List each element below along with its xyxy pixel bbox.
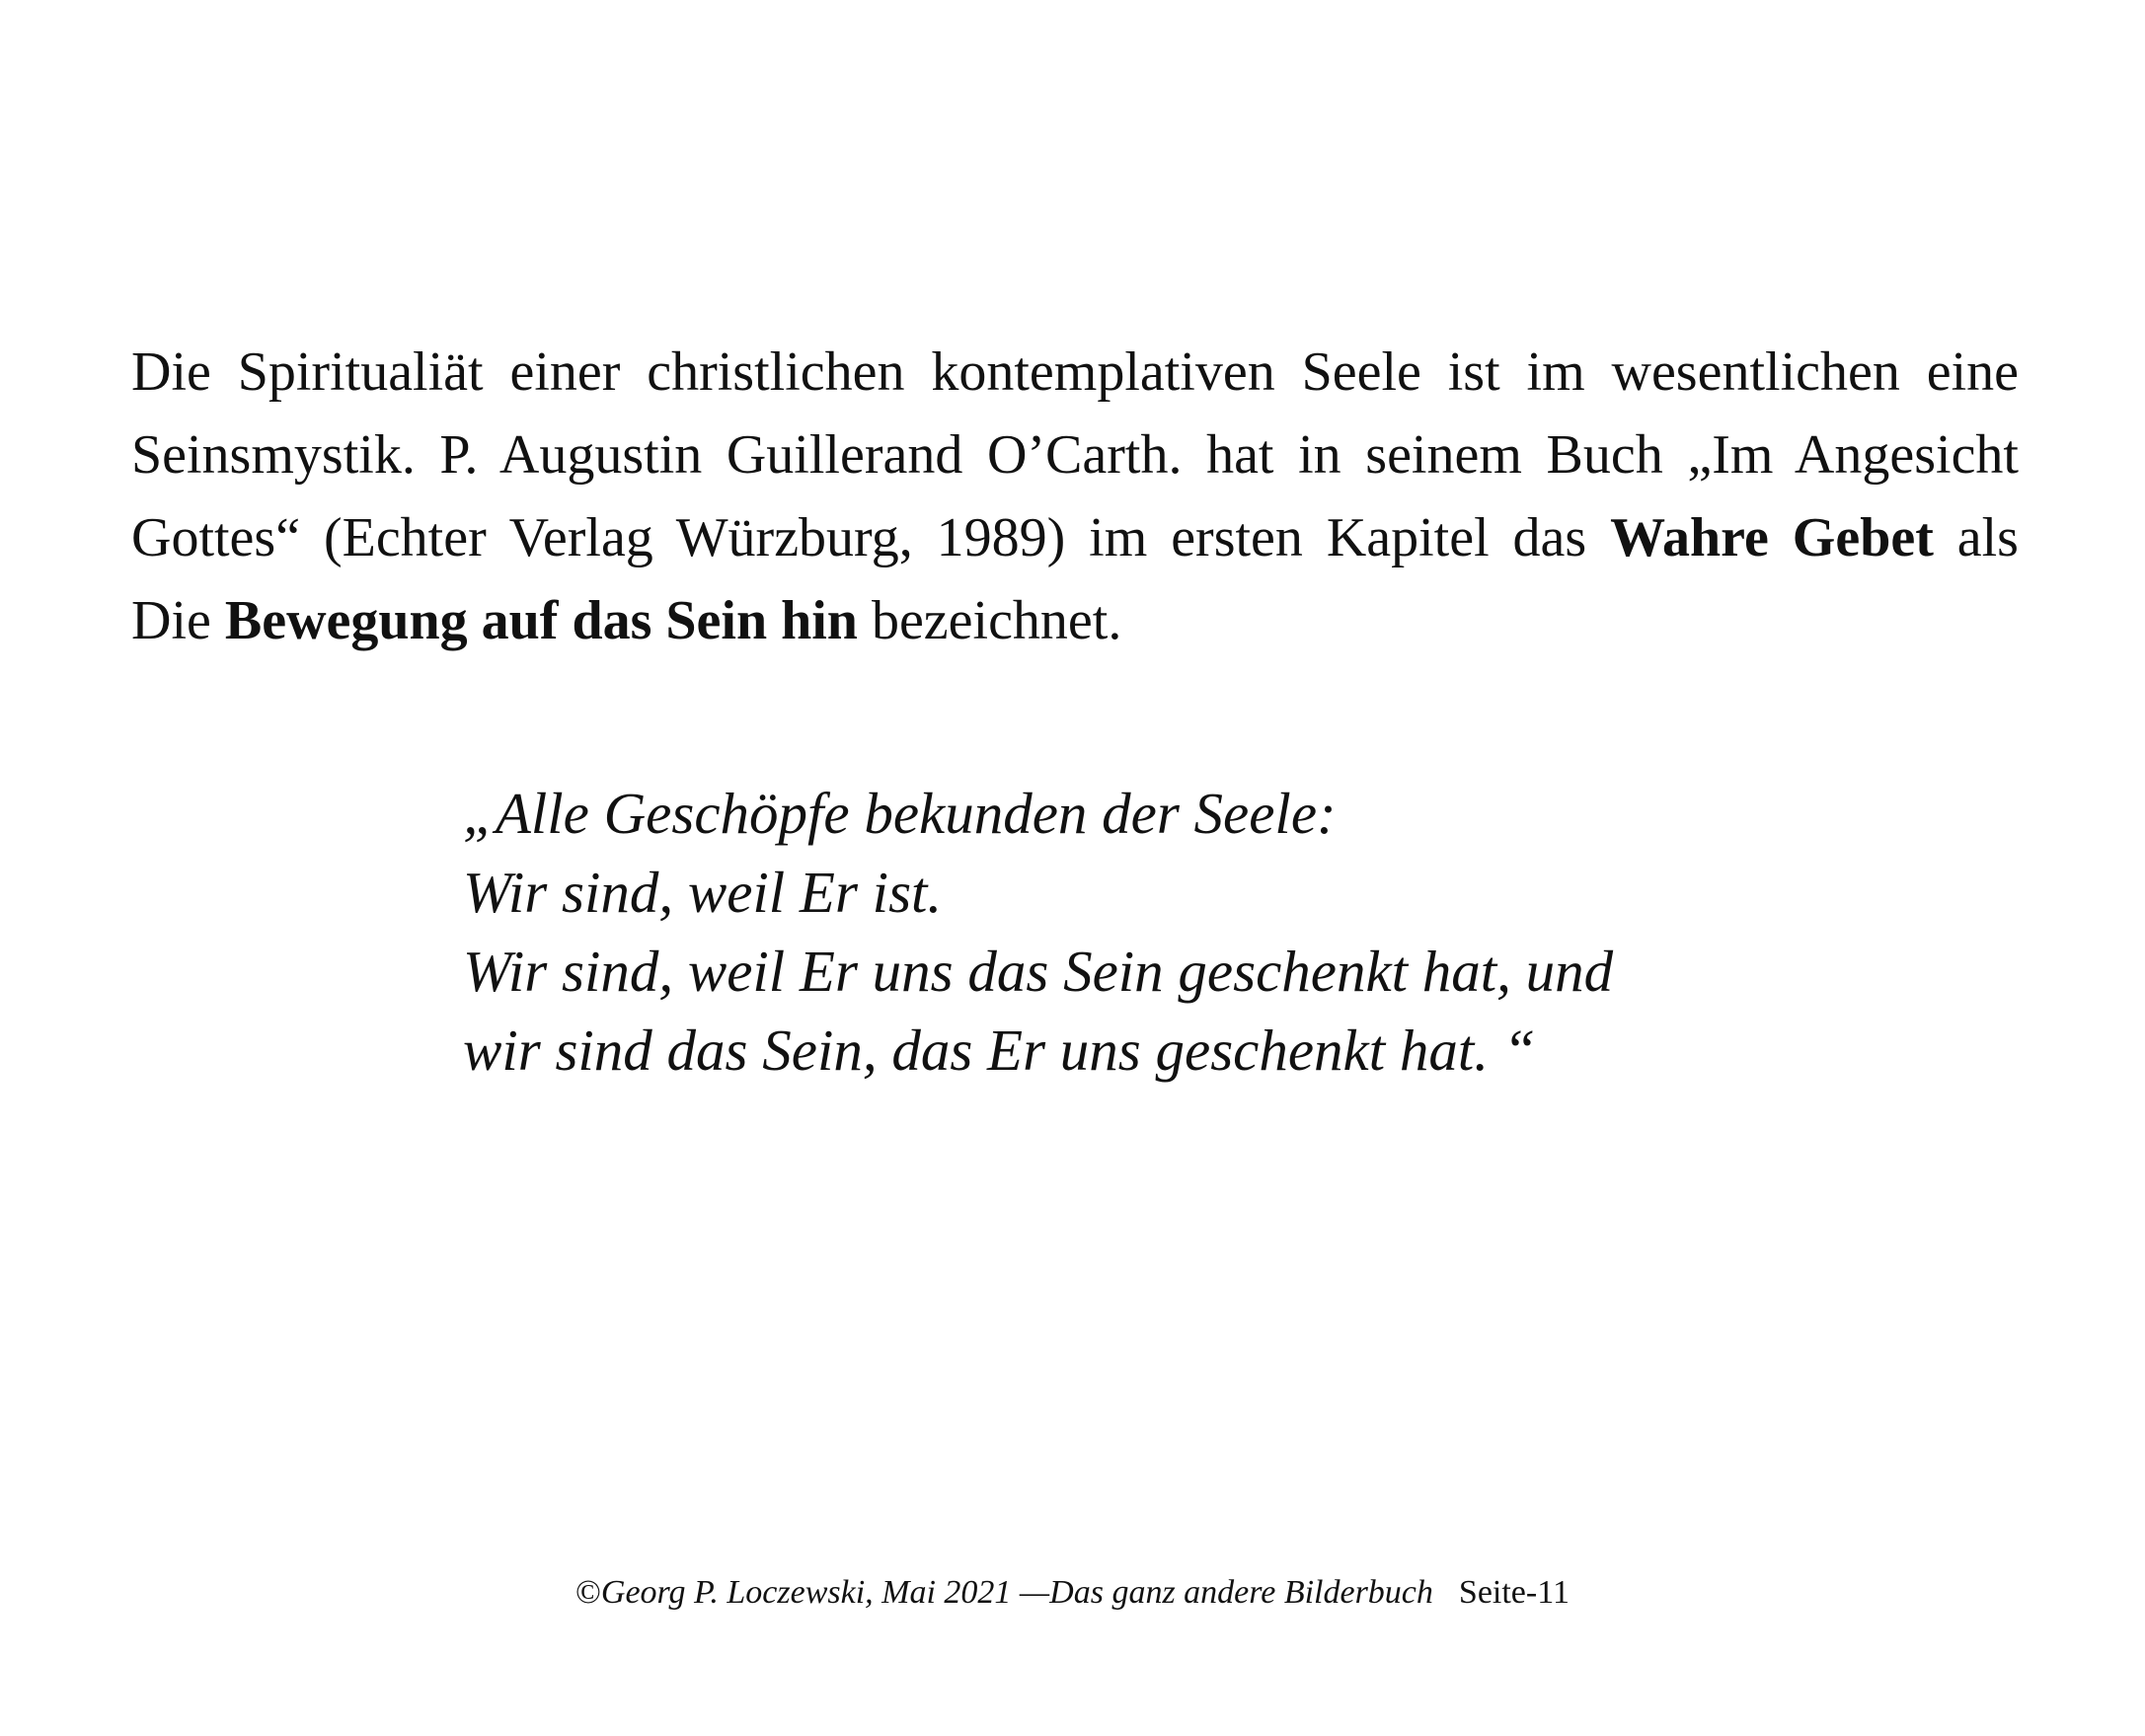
- paragraph-line-1: Die Spiritualiät einer christlichen kontemplativen Seele ist im wesentlichen eine: [131, 341, 2019, 403]
- paragraph-line-2: Seinsmystik. P. Augustin Guillerand O’Carth. hat in seinem Buch „Im Angesicht: [131, 424, 2019, 486]
- paragraph-line-3-end: als: [1933, 507, 2019, 568]
- quote-line-3: Wir sind, weil Er uns das Sein geschenkt hat, und: [463, 939, 1614, 1004]
- paragraph-line-4-end: bezeichnet.: [857, 590, 1122, 651]
- page-footer: [0, 1571, 2145, 1615]
- paragraph-line-4: [131, 579, 2019, 662]
- copyright-symbol: ©: [575, 1574, 601, 1611]
- bold-phrase-bewegung: Bewegung auf das Sein hin: [224, 590, 858, 651]
- quote-line-2: Wir sind, weil Er ist.: [463, 860, 943, 925]
- page-number: Seite-11: [1458, 1574, 1570, 1611]
- quote-line-1: „Alle Geschöpfe bekunden der Seele:: [463, 781, 1337, 846]
- quote-line-4: wir sind das Sein, das Er uns geschenkt hat. “: [463, 1018, 1536, 1083]
- paragraph-line-3: [131, 496, 2019, 579]
- footer-credit: Georg P. Loczewski, Mai 2021 —Das ganz andere Bilderbuch: [600, 1574, 1433, 1611]
- quote-block: [463, 774, 1845, 1090]
- paragraph-line-4-text: Die: [131, 590, 225, 651]
- paragraph-line-3-text: Gottes“ (Echter Verlag Würzburg, 1989) im ersten Kapitel das: [131, 507, 1611, 568]
- bold-phrase-wahre-gebet: Wahre Gebet: [1610, 507, 1934, 568]
- body-paragraph: [131, 331, 2019, 662]
